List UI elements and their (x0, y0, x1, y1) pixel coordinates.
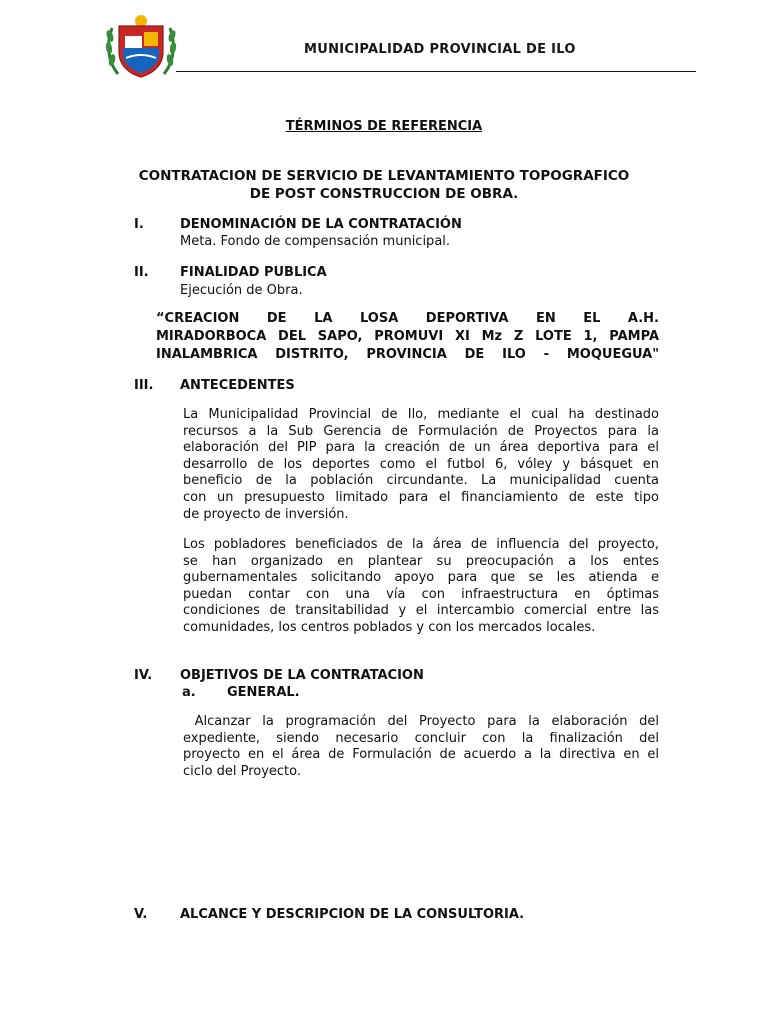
paragraph-line: comunidades, los centros poblados y con los mercados locales. (183, 619, 596, 635)
quote-line: “CREACION DE LA LOSA DEPORTIVA EN EL A.H. (156, 311, 659, 326)
quote-line: MIRADORBOCA DEL SAPO, PROMUVI XI Mz Z LOTE 1, PAMPA (156, 329, 659, 344)
section-4a-heading: GENERAL. (227, 685, 300, 700)
section-4-heading: OBJETIVOS DE LA CONTRATACION (180, 668, 424, 683)
header-divider (176, 71, 696, 72)
section-1-text: Meta. Fondo de compensación municipal. (180, 234, 451, 249)
paragraph-line: La Municipalidad Provincial de Ilo, mediante el cual ha destinado (183, 407, 659, 422)
section-3-number: III. (134, 378, 154, 393)
section-2-heading: FINALIDAD PUBLICA (180, 265, 327, 280)
paragraph-line: expediente, siendo necesario concluir con la finalización del (183, 730, 659, 746)
paragraph-line: con un presupuesto limitado para el financiamiento de este tipo (183, 489, 659, 505)
document-title: TÉRMINOS DE REFERENCIA (285, 119, 483, 134)
contract-title-line-1: CONTRATACION DE SERVICIO DE LEVANTAMIENTO TOPOGRAFICO (138, 168, 630, 184)
section-3-heading: ANTECEDENTES (180, 378, 295, 393)
section-4-number: IV. (134, 668, 153, 683)
paragraph-line: Los pobladores beneficiados de la área de influencia del proyecto, (183, 537, 659, 552)
quote-line: INALAMBRICA DISTRITO, PROVINCIA DE ILO - MOQUEGUA" (156, 347, 659, 362)
organization-name: MUNICIPALIDAD PROVINCIAL DE ILO (304, 42, 576, 57)
objectives-paragraph (183, 714, 659, 780)
paragraph-line: recursos a la Sub Gerencia de Formulación de Proyectos para la (183, 423, 659, 439)
project-name-quote (156, 310, 659, 364)
contract-title-line-2: DE POST CONSTRUCCION DE OBRA. (249, 186, 519, 202)
section-4a-letter: a. (182, 685, 196, 700)
background-paragraph-2 (183, 537, 659, 637)
paragraph-line: beneficio de la población circundante. La municipalidad cuenta (183, 473, 659, 489)
municipal-coat-of-arms-icon (104, 14, 178, 80)
paragraph-line: ciclo del Proyecto. (183, 763, 302, 779)
paragraph-line: se han organizado en plantear su preocupación a los entes (183, 553, 659, 569)
paragraph-line: puedan contar con una vía con infraestructura en óptimas (183, 586, 659, 602)
paragraph-line: elaboración del PIP para la creación de un área deportiva para el (183, 440, 659, 456)
section-1-number: I. (134, 217, 144, 232)
paragraph-line: Alcanzar la programación del Proyecto para la elaboración del (183, 714, 659, 729)
paragraph-line: condiciones de transitabilidad y el intercambio comercial entre las (183, 603, 659, 619)
section-2-text: Ejecución de Obra. (180, 283, 303, 298)
section-2-number: II. (134, 265, 149, 280)
background-paragraph-1 (183, 407, 659, 523)
section-5-number: V. (134, 907, 148, 922)
paragraph-line: proyecto en el área de Formulación de acuerdo a la directiva en el (183, 747, 659, 763)
section-5-heading: ALCANCE Y DESCRIPCION DE LA CONSULTORIA. (180, 907, 525, 922)
contract-title (96, 167, 672, 203)
paragraph-line: desarrollo de los deportes como el futbol 6, vóley y básquet en (183, 456, 659, 472)
paragraph-line: de proyecto de inversión. (183, 506, 349, 522)
section-1-heading: DENOMINACIÓN DE LA CONTRATACIÓN (180, 217, 462, 232)
paragraph-line: gubernamentales solicitando apoyo para que se les atienda e (183, 570, 659, 586)
